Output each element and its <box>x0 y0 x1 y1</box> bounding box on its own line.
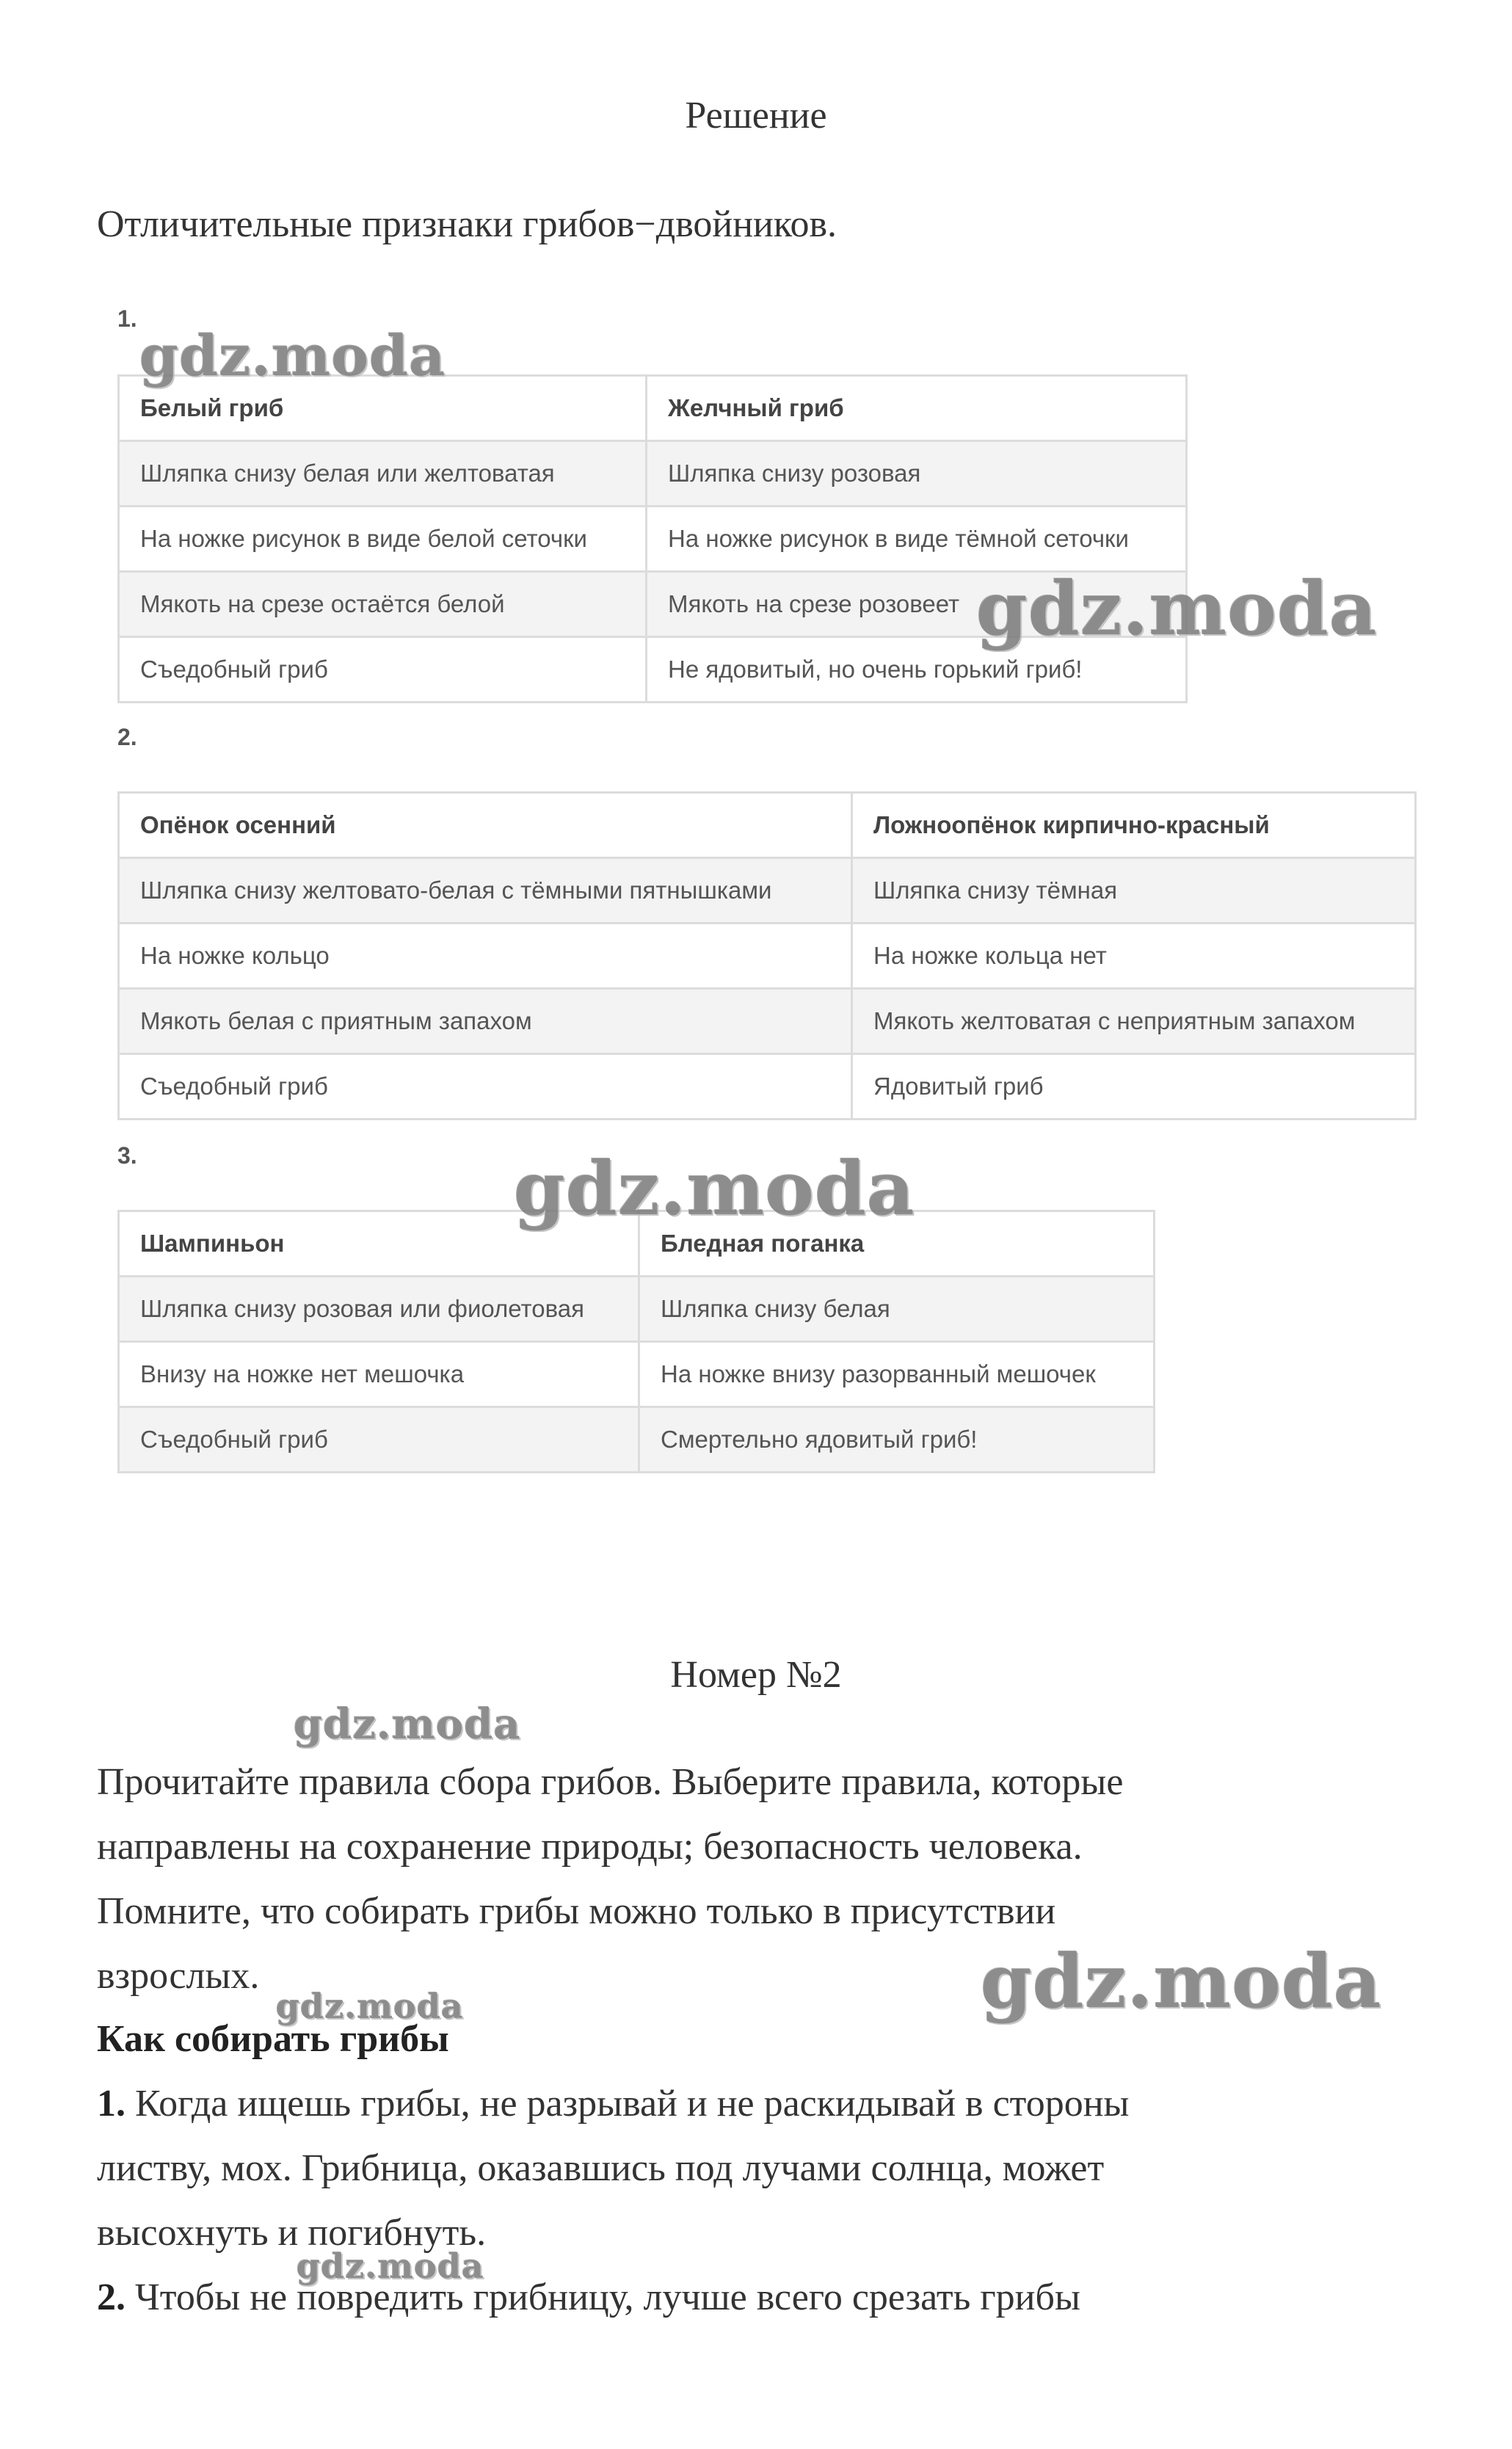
table-cell: На ножке внизу разорванный мешочек <box>639 1342 1155 1407</box>
table-3 <box>117 1210 1155 1473</box>
task-text-line-3: Помните, что собирать грибы можно только в присутствии <box>97 1890 1056 1932</box>
table-cell: Мякоть желтоватая с неприятным запахом <box>852 989 1416 1054</box>
table-cell: Шляпка снизу белая или желтоватая <box>119 441 647 507</box>
table-cell: Съедобный гриб <box>119 1054 852 1120</box>
task-text-line-4: взрослых. <box>97 1955 260 1997</box>
table-3-header-1: Шампиньон <box>119 1211 639 1277</box>
table-2-number: 2. <box>117 724 137 750</box>
table-cell: Не ядовитый, но очень горький гриб! <box>647 637 1187 703</box>
intro-text: Отличительные признаки грибов−двойников. <box>97 203 837 245</box>
rule-1-line-3: высохнуть и погибнуть. <box>97 2212 487 2254</box>
task-text-line-2: направлены на сохранение природы; безопасность человека. <box>97 1826 1083 1868</box>
rule-1-line-1 <box>97 2072 1418 2136</box>
watermark: gdz.moda <box>976 565 1378 652</box>
table-3-header-2: Бледная поганка <box>639 1211 1155 1277</box>
table-cell: Съедобный гриб <box>119 1407 639 1473</box>
rules-title: Как собирать грибы <box>97 2018 449 2060</box>
table-1 <box>117 374 1188 703</box>
table-row <box>119 924 1416 989</box>
rule-2-text: Чтобы не повредить грибницу, лучше всего срезать грибы <box>126 2276 1080 2318</box>
table-cell: Съедобный гриб <box>119 637 647 703</box>
table-row <box>119 1407 1155 1473</box>
rule-1-number: 1. <box>97 2083 126 2125</box>
table-cell: На ножке кольцо <box>119 924 852 989</box>
table-cell: На ножке рисунок в виде белой сеточки <box>119 507 647 572</box>
table-2 <box>117 791 1417 1120</box>
rule-2-line-1 <box>97 2265 1418 2330</box>
table-cell: Шляпка снизу тёмная <box>852 858 1416 924</box>
table-1-header-2: Желчный гриб <box>647 376 1187 441</box>
rule-1-line-2: листву, мох. Грибница, оказавшись под лучами солнца, может <box>97 2147 1105 2189</box>
solution-title: Решение <box>685 95 827 137</box>
rule-1-text: Когда ищешь грибы, не разрывай и не раскидывай в стороны <box>126 2083 1130 2125</box>
table-row <box>119 1342 1155 1407</box>
table-row <box>119 1054 1416 1120</box>
table-row <box>119 441 1187 507</box>
table-cell: Шляпка снизу желтовато-белая с тёмными пятнышками <box>119 858 852 924</box>
table-cell: Мякоть на срезе остаётся белой <box>119 572 647 637</box>
table-cell: Мякоть белая с приятным запахом <box>119 989 852 1054</box>
watermark: gdz.moda <box>981 1938 1382 2025</box>
watermark: gdz.moda <box>514 1145 915 1232</box>
watermark: gdz.moda <box>294 1700 521 1749</box>
table-row <box>119 507 1187 572</box>
table-cell: Мякоть на срезе розовеет <box>647 572 1187 637</box>
rule-2-number: 2. <box>97 2276 126 2318</box>
table-cell: Шляпка снизу розовая <box>647 441 1187 507</box>
table-cell: Шляпка снизу белая <box>639 1277 1155 1342</box>
table-cell: Ядовитый гриб <box>852 1054 1416 1120</box>
table-row <box>119 793 1416 858</box>
table-2-header-1: Опёнок осенний <box>119 793 852 858</box>
watermark: gdz.moda <box>297 2246 484 2286</box>
table-1-number: 1. <box>117 305 137 332</box>
table-2-header-2: Ложноопёнок кирпично-красный <box>852 793 1416 858</box>
table-3-number: 3. <box>117 1142 137 1169</box>
table-cell: Смертельно ядовитый гриб! <box>639 1407 1155 1473</box>
watermark: gdz.moda <box>139 323 446 388</box>
table-row <box>119 1277 1155 1342</box>
task-text-line-1: Прочитайте правила сбора грибов. Выберите правила, которые <box>97 1761 1124 1803</box>
table-cell: Внизу на ножке нет мешочка <box>119 1342 639 1407</box>
table-cell: На ножке кольца нет <box>852 924 1416 989</box>
table-1-header-1: Белый гриб <box>119 376 647 441</box>
task-number: Номер №2 <box>670 1654 842 1696</box>
table-cell: Шляпка снизу розовая или фиолетовая <box>119 1277 639 1342</box>
table-cell: На ножке рисунок в виде тёмной сеточки <box>647 507 1187 572</box>
watermark: gdz.moda <box>276 1987 464 2026</box>
table-row <box>119 858 1416 924</box>
table-row <box>119 989 1416 1054</box>
